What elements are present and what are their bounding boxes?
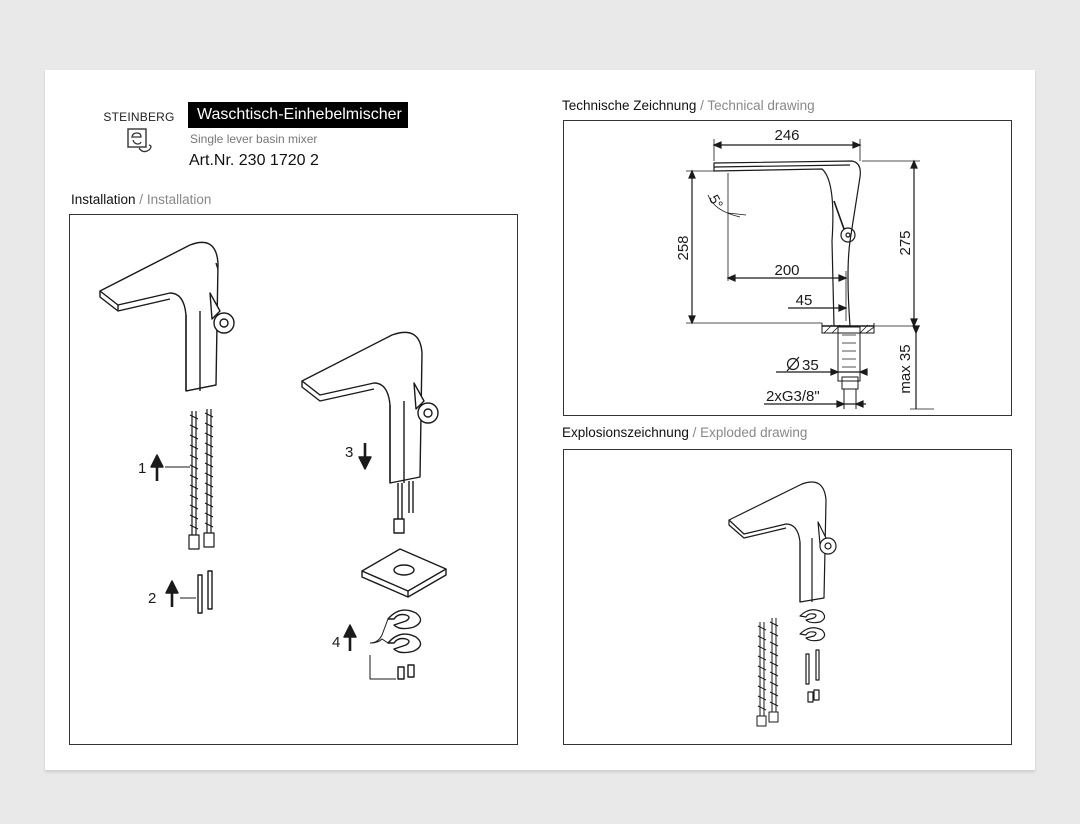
- exploded-label-en: Exploded drawing: [700, 425, 808, 440]
- dim-diameter: 35: [802, 357, 819, 374]
- step-number-1: 1: [138, 460, 147, 477]
- technical-label-de: Technische Zeichnung: [562, 98, 697, 113]
- brand-logo: [103, 110, 175, 160]
- technical-drawing: [564, 121, 1011, 415]
- dim-reach: 200: [774, 262, 800, 279]
- hoses-exploded: [757, 618, 778, 726]
- article-number: Art.Nr. 230 1720 2: [189, 152, 319, 169]
- horseshoe-washers-exploded: [800, 610, 825, 641]
- horseshoe-washers-illustration: [388, 610, 421, 679]
- dim-offset: 45: [795, 292, 813, 309]
- dim-angle: 5°: [706, 191, 727, 212]
- label-separator: /: [135, 192, 147, 207]
- technical-label: [562, 98, 815, 113]
- faucet-insert-illustration: [302, 332, 438, 533]
- threaded-pins-illustration: [198, 571, 212, 613]
- exploded-drawing-frame: [563, 449, 1012, 745]
- steinberg-monogram-icon: [125, 126, 155, 154]
- exploded-label-de: Explosionszeichnung: [562, 425, 689, 440]
- step-number-3: 3: [345, 444, 354, 461]
- exploded-label: [562, 425, 807, 440]
- installation-diagram: [70, 215, 517, 744]
- diameter-slash: [787, 357, 799, 371]
- faucet-assembled-illustration: [100, 242, 234, 549]
- installation-label: [71, 192, 211, 207]
- label-separator: /: [696, 98, 708, 113]
- exploded-drawing: [564, 450, 1011, 744]
- mounting-plate-illustration: [362, 549, 446, 597]
- brand-name: STEINBERG: [103, 110, 175, 124]
- step-number-2: 2: [148, 590, 157, 607]
- step-number-4: 4: [332, 634, 341, 651]
- pins-exploded: [806, 650, 819, 702]
- product-title: Waschtisch-Einhebelmischer: [188, 102, 408, 128]
- technical-label-en: Technical drawing: [707, 98, 815, 113]
- dim-height-right: 275: [897, 230, 914, 256]
- dim-width-total: 246: [774, 127, 800, 144]
- installation-frame: [69, 214, 518, 745]
- product-subtitle: Single lever basin mixer: [190, 132, 318, 146]
- label-separator: /: [688, 425, 701, 440]
- dim-thread: 2xG3/8": [766, 388, 820, 405]
- installation-label-en: Installation: [146, 192, 212, 207]
- installation-label-de: Installation: [71, 192, 136, 207]
- dim-height-left: 258: [675, 235, 692, 261]
- technical-drawing-frame: [563, 120, 1012, 416]
- faucet-exploded-illustration: [729, 482, 836, 602]
- dim-max-thickness: max 35: [897, 344, 914, 394]
